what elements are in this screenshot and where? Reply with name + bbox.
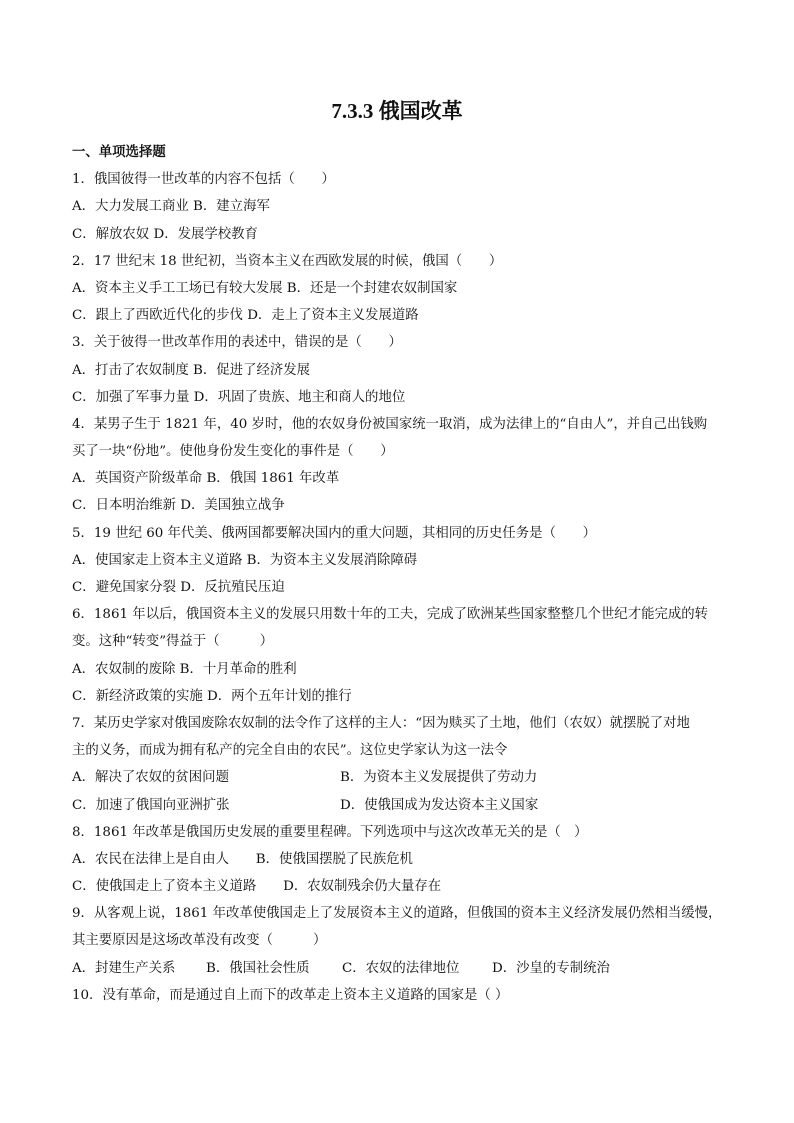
question-option: A．封建生产关系 — [72, 960, 176, 976]
question-option: A．农民在法律上是自由人 B．使俄国摆脱了民族危机 — [72, 851, 413, 867]
question-option: D．使俄国成为发达资本主义国家 — [340, 797, 539, 813]
question-stem-continued: 主的义务，而成为拥有私产的完全自由的农民”。这位史学家认为这一法令 — [72, 743, 508, 759]
question-option: A．资本主义手工工场已有较大发展 B．还是一个封建农奴制国家 — [72, 280, 458, 296]
question-option: B．俄国社会性质 — [206, 960, 310, 976]
question-stem: 3．关于彼得一世改革作用的表述中，错误的是（ ） — [72, 335, 402, 351]
question-option: A．英国资产阶级革命 B．俄国 1861 年改革 — [72, 471, 340, 487]
question-stem: 5．19 世纪 60 年代美、俄两国都要解决国内的重大问题，其相同的历史任务是（ ） — [72, 525, 597, 541]
question-option: C．新经济政策的实施 D．两个五年计划的推行 — [72, 688, 352, 704]
question-option: C．跟上了西欧近代化的步伐 D．走上了资本主义发展道路 — [72, 308, 419, 324]
document-title: 7.3.3 俄国改革 — [331, 99, 463, 123]
question-option: A．解决了农奴的贫困问题 — [72, 770, 229, 786]
question-stem-continued: 买了一块“份地”。使他身份发生变化的事件是（ ） — [72, 444, 394, 460]
question-option: A．农奴制的废除 B．十月革命的胜利 — [72, 661, 297, 677]
option-row — [72, 764, 732, 791]
question-stem: 4．某男子生于 1821 年，40 岁时，他的农奴身份被国家统一取消，成为法律上的“自由人”，并自己出钱购 — [72, 416, 708, 432]
question-option: A．大力发展工商业 B．建立海军 — [72, 199, 270, 215]
question-option: C．农奴的法律地位 — [342, 960, 460, 976]
question-option: C．加速了俄国向亚洲扩张 — [72, 797, 230, 813]
question-option: C．使俄国走上了资本主义道路 D．农奴制残余仍大量存在 — [72, 879, 442, 895]
question-option: A．使国家走上资本主义道路 B．为资本主义发展消除障碍 — [72, 552, 418, 568]
option-row — [72, 792, 732, 819]
option-row — [72, 955, 732, 982]
question-stem: 2．17 世纪末 18 世纪初，当资本主义在西欧发展的时候，俄国（ ） — [72, 253, 503, 269]
question-list — [72, 139, 732, 1009]
question-option: C．解放农奴 D．发展学校教育 — [72, 226, 258, 242]
question-option: C．日本明治维新 D．美国独立战争 — [72, 498, 285, 514]
question-option: A．打击了农奴制度 B．促进了经济发展 — [72, 362, 311, 378]
question-stem: 9．从客观上说，1861 年改革使俄国走上了发展资本主义的道路，但俄国的资本主义经济发展仍然相当缓慢， — [72, 906, 722, 922]
question-option: D．沙皇的专制统治 — [492, 960, 610, 976]
section-heading: 一、单项选择题 — [72, 144, 166, 160]
question-stem: 10．没有革命，而是通过自上而下的改革走上资本主义道路的国家是（ ） — [72, 987, 509, 1003]
question-stem: 6．1861 年以后，俄国资本主义的发展只用数十年的工夫，完成了欧洲某些国家整整几个世纪才能完成的转 — [72, 607, 709, 623]
question-option: C．避免国家分裂 D．反抗殖民压迫 — [72, 580, 285, 595]
question-stem-continued: 变。这种“转变”得益于（ ） — [72, 634, 274, 650]
question-stem: 7．某历史学家对俄国废除农奴制的法令作了这样的主人：“因为赎买了土地，他们（农奴）就摆脱了对地 — [72, 715, 690, 731]
question-stem: 8．1861 年改革是俄国历史发展的重要里程碑。下列选项中与这次改革无关的是（ ） — [72, 824, 588, 840]
question-stem-continued: 其主要原因是这场改革没有改变（ ） — [72, 933, 327, 949]
question-option: B．为资本主义发展提供了劳动力 — [340, 770, 538, 786]
question-stem: 1．俄国彼得一世改革的内容不包括（ ） — [72, 172, 335, 188]
question-option: C．加强了军事力量 D．巩固了贵族、地主和商人的地位 — [72, 389, 406, 405]
